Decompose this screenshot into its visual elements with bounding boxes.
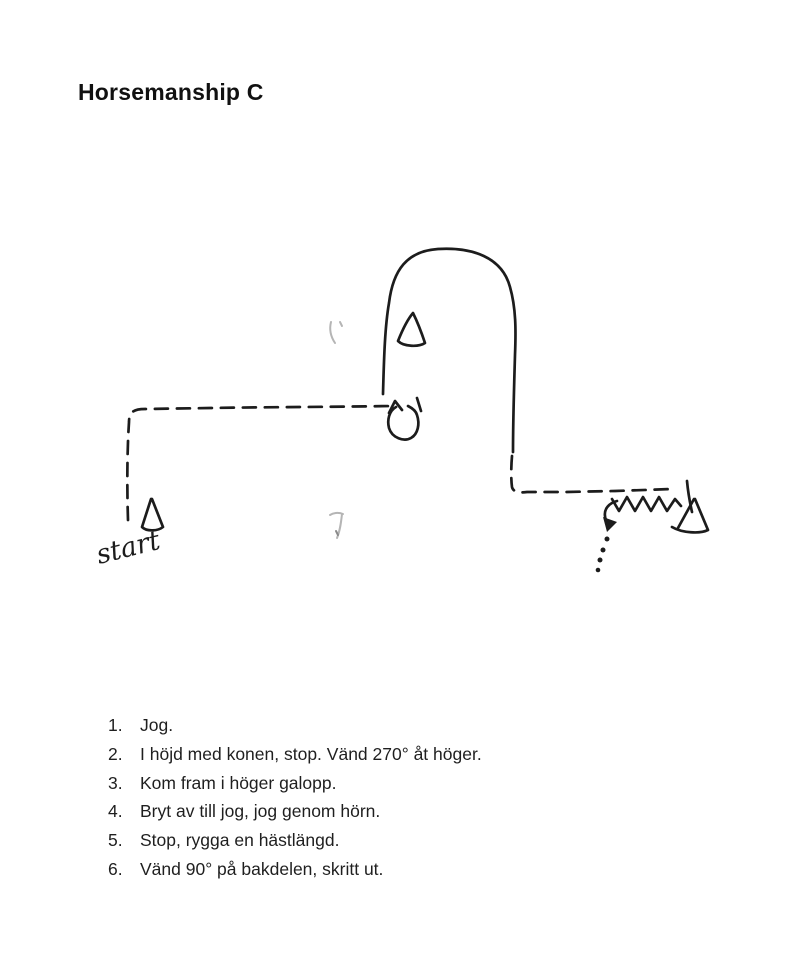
stop-arrowhead-icon <box>603 517 617 532</box>
item-text: Bryt av till jog, jog genom hörn. <box>140 801 381 822</box>
item-text: Vänd 90° på bakdelen, skritt ut. <box>140 858 384 879</box>
list-item <box>108 740 482 769</box>
lope-arch-path <box>383 249 515 452</box>
item-text: Kom fram i höger galopp. <box>140 772 337 793</box>
list-item <box>108 797 482 826</box>
turn-270-icon <box>388 406 418 440</box>
item-number: 6. <box>108 858 123 879</box>
back-up-zigzag-icon <box>612 497 681 511</box>
item-number: 1. <box>108 715 123 735</box>
page-title: Horsemanship C <box>78 79 264 105</box>
finish-cone-icon <box>672 499 708 532</box>
stray-mark-lower <box>330 513 343 538</box>
turn-270-tick-icon <box>417 398 421 411</box>
item-number: 4. <box>108 801 123 822</box>
item-number: 3. <box>108 772 123 793</box>
item-number: 2. <box>108 743 123 764</box>
item-text: I höjd med konen, stop. Vänd 270° åt höger. <box>140 743 482 764</box>
list-item <box>108 711 482 740</box>
walk-out-dotted-path <box>596 537 610 573</box>
item-text: Stop, rygga en hästlängd. <box>140 830 340 851</box>
list-item <box>108 855 482 884</box>
start-label: start <box>93 525 164 571</box>
list-item <box>108 769 482 798</box>
item-number: 5. <box>108 830 123 851</box>
jog-path-right-leg <box>511 456 672 492</box>
item-text: Jog. <box>140 715 174 735</box>
jog-path-start-leg <box>127 406 391 520</box>
list-item <box>108 826 482 855</box>
instructions-list <box>108 711 482 884</box>
arch-cone-icon <box>398 313 425 346</box>
stray-mark-upper <box>330 322 342 343</box>
